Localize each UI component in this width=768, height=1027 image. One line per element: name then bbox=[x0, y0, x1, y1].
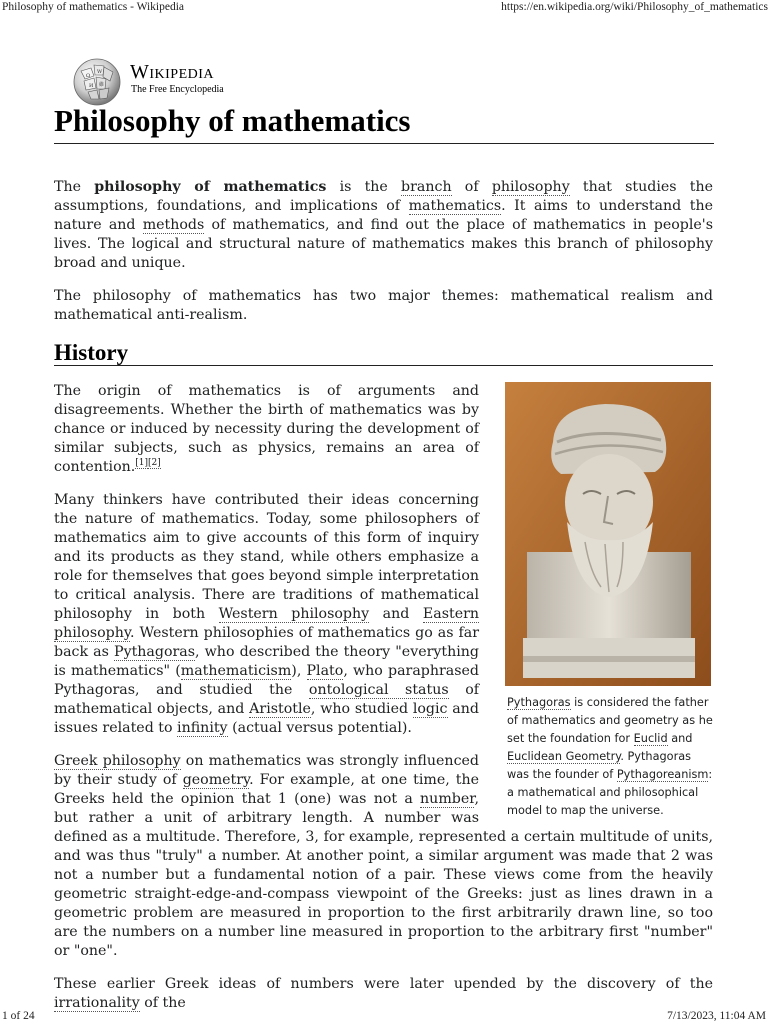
link-logic[interactable]: logic bbox=[412, 701, 448, 717]
print-header-title: Philosophy of mathematics - Wikipedia bbox=[2, 1, 185, 13]
text: Many thinkers have contributed their ideas concerning the nature of mathematics. Today, some philosophers of mathematics aim to give accounts of this form of inquiry and its products as they stand, while others emphasize a role for themselves that goes beyond simple interpretation to critical analysis. There are traditions of mathematical philosophy in both bbox=[54, 492, 479, 622]
link-greek-philosophy[interactable]: Greek philosophy bbox=[54, 753, 181, 769]
text: of bbox=[451, 179, 492, 195]
print-timestamp: 7/13/2023, 11:04 AM bbox=[667, 1010, 766, 1022]
link-mathematicism[interactable]: mathematicism bbox=[180, 663, 292, 679]
text: and issues related to bbox=[54, 701, 479, 736]
caption-link-euclid[interactable]: Euclid bbox=[633, 732, 668, 745]
link-number[interactable]: number bbox=[420, 791, 475, 807]
text: , who paraphrased Pythagoras, and studied the bbox=[54, 663, 479, 698]
text: and bbox=[667, 732, 693, 745]
article-content bbox=[54, 178, 713, 1027]
wikipedia-wordmark: Wikipedia bbox=[130, 61, 215, 83]
caption-link-pythagoras[interactable]: Pythagoras bbox=[507, 696, 571, 709]
text: : a mathematical and philosophical model to map the universe. bbox=[507, 768, 713, 817]
print-page-number: 1 of 24 bbox=[2, 1010, 35, 1022]
text: ), bbox=[291, 663, 307, 679]
wikipedia-globe-icon bbox=[72, 57, 122, 107]
text: of mathematics, and find out the place of mathematics in people's lives. The logical and structural nature of mathematics makes this branch of philosophy broad and unique. bbox=[54, 217, 713, 271]
text: . For example, at one time, the Greeks held the opinion that 1 (one) was not a bbox=[54, 772, 479, 807]
link-pythagoras[interactable]: Pythagoras bbox=[114, 644, 196, 660]
link-branch[interactable]: branch bbox=[401, 179, 452, 195]
svg-text:W: W bbox=[97, 69, 103, 75]
link-western-philosophy[interactable]: Western philosophy bbox=[218, 606, 370, 622]
section-heading-history: History bbox=[54, 343, 713, 366]
text: . It aims to understand the nature and bbox=[54, 198, 713, 233]
svg-text:維: 維 bbox=[99, 82, 105, 88]
print-header-url: https://en.wikipedia.org/wiki/Philosophy_of_mathematics bbox=[501, 1, 768, 13]
text: . Pythagoras was the founder of bbox=[507, 750, 692, 781]
citation-2[interactable]: [2] bbox=[148, 458, 161, 469]
svg-text:И: И bbox=[89, 83, 94, 89]
text: The bbox=[54, 179, 95, 195]
link-eastern-philosophy[interactable]: Eastern philosophy bbox=[54, 606, 480, 641]
text: that studies the assumptions, foundations, and implications of bbox=[54, 179, 713, 214]
print-footer bbox=[0, 1008, 768, 1024]
caption-link-pythagoreanism[interactable]: Pythagoreanism bbox=[616, 768, 709, 781]
text: . Western philosophies of mathematics go as far back as bbox=[54, 625, 479, 660]
wikipedia-tagline: The Free Encyclopedia bbox=[131, 84, 224, 95]
text: , but rather a unit of arbitrary length. A number was defined as a multitude. Therefore, 3, for example, represented a certain multitude of units, and was thus "truly" a number. At another point, a similar argument was made that 2 was not a number but a fundamental notion of a pair. These views come from the heavily geometric straight-edge-and-compass viewpoint of the Greeks: just as lines drawn in a geometric problem are measured in proportion to the first arbitrarily drawn line, so too are the numbers on a number line measured in proportion to the arbitrary first "number" or "one". bbox=[54, 791, 713, 959]
wikipedia-logo[interactable] bbox=[72, 57, 272, 107]
pythagoras-bust-image bbox=[505, 382, 711, 686]
bold-term: philosophy of mathematics bbox=[94, 179, 327, 195]
text: The origin of mathematics is of arguments and disagreements. Whether the birth of mathematics was by chance or induced by necessity during the development of similar subjects, such as physics, remains an area of contention. bbox=[54, 383, 479, 475]
figure-caption bbox=[505, 694, 713, 820]
text: and bbox=[369, 606, 423, 622]
text: is considered the father of mathematics and geometry as he set the foundation for bbox=[507, 696, 713, 745]
intro-paragraph-2: The philosophy of mathematics has two major themes: mathematical realism and mathematical anti-realism. bbox=[54, 288, 713, 323]
link-plato[interactable]: Plato bbox=[306, 663, 344, 679]
link-methods[interactable]: methods bbox=[142, 217, 205, 233]
link-irrationality[interactable]: irrationality bbox=[54, 995, 140, 1011]
text: on mathematics was strongly influenced by their study of bbox=[54, 753, 479, 788]
link-philosophy[interactable]: philosophy bbox=[491, 179, 570, 195]
text: (actual versus potential). bbox=[227, 720, 412, 736]
text: These earlier Greek ideas of numbers were later upended by the discovery of the bbox=[54, 976, 713, 992]
caption-link-euclidean-geometry[interactable]: Euclidean Geometry bbox=[507, 750, 621, 763]
text: of the bbox=[139, 995, 186, 1011]
link-ontological-status[interactable]: ontological status bbox=[308, 682, 449, 698]
text: , who described the theory "everything is mathematics" ( bbox=[54, 644, 480, 679]
link-infinity[interactable]: infinity bbox=[177, 720, 228, 736]
intro-paragraph-1 bbox=[54, 178, 713, 273]
page-title: Philosophy of mathematics bbox=[54, 103, 714, 144]
text: , who studied bbox=[310, 701, 413, 717]
figure-pythagoras bbox=[505, 382, 713, 820]
link-aristotle[interactable]: Aristotle bbox=[249, 701, 311, 717]
pythagoras-bust-photo[interactable] bbox=[505, 382, 711, 686]
link-geometry[interactable]: geometry bbox=[182, 772, 250, 788]
text: of mathematical objects, and bbox=[54, 682, 479, 717]
link-mathematics[interactable]: mathematics bbox=[408, 198, 502, 214]
citation-1[interactable]: [1] bbox=[135, 458, 149, 469]
print-header bbox=[0, 0, 768, 16]
svg-text:Ω: Ω bbox=[86, 73, 91, 79]
text: is the bbox=[326, 179, 402, 195]
